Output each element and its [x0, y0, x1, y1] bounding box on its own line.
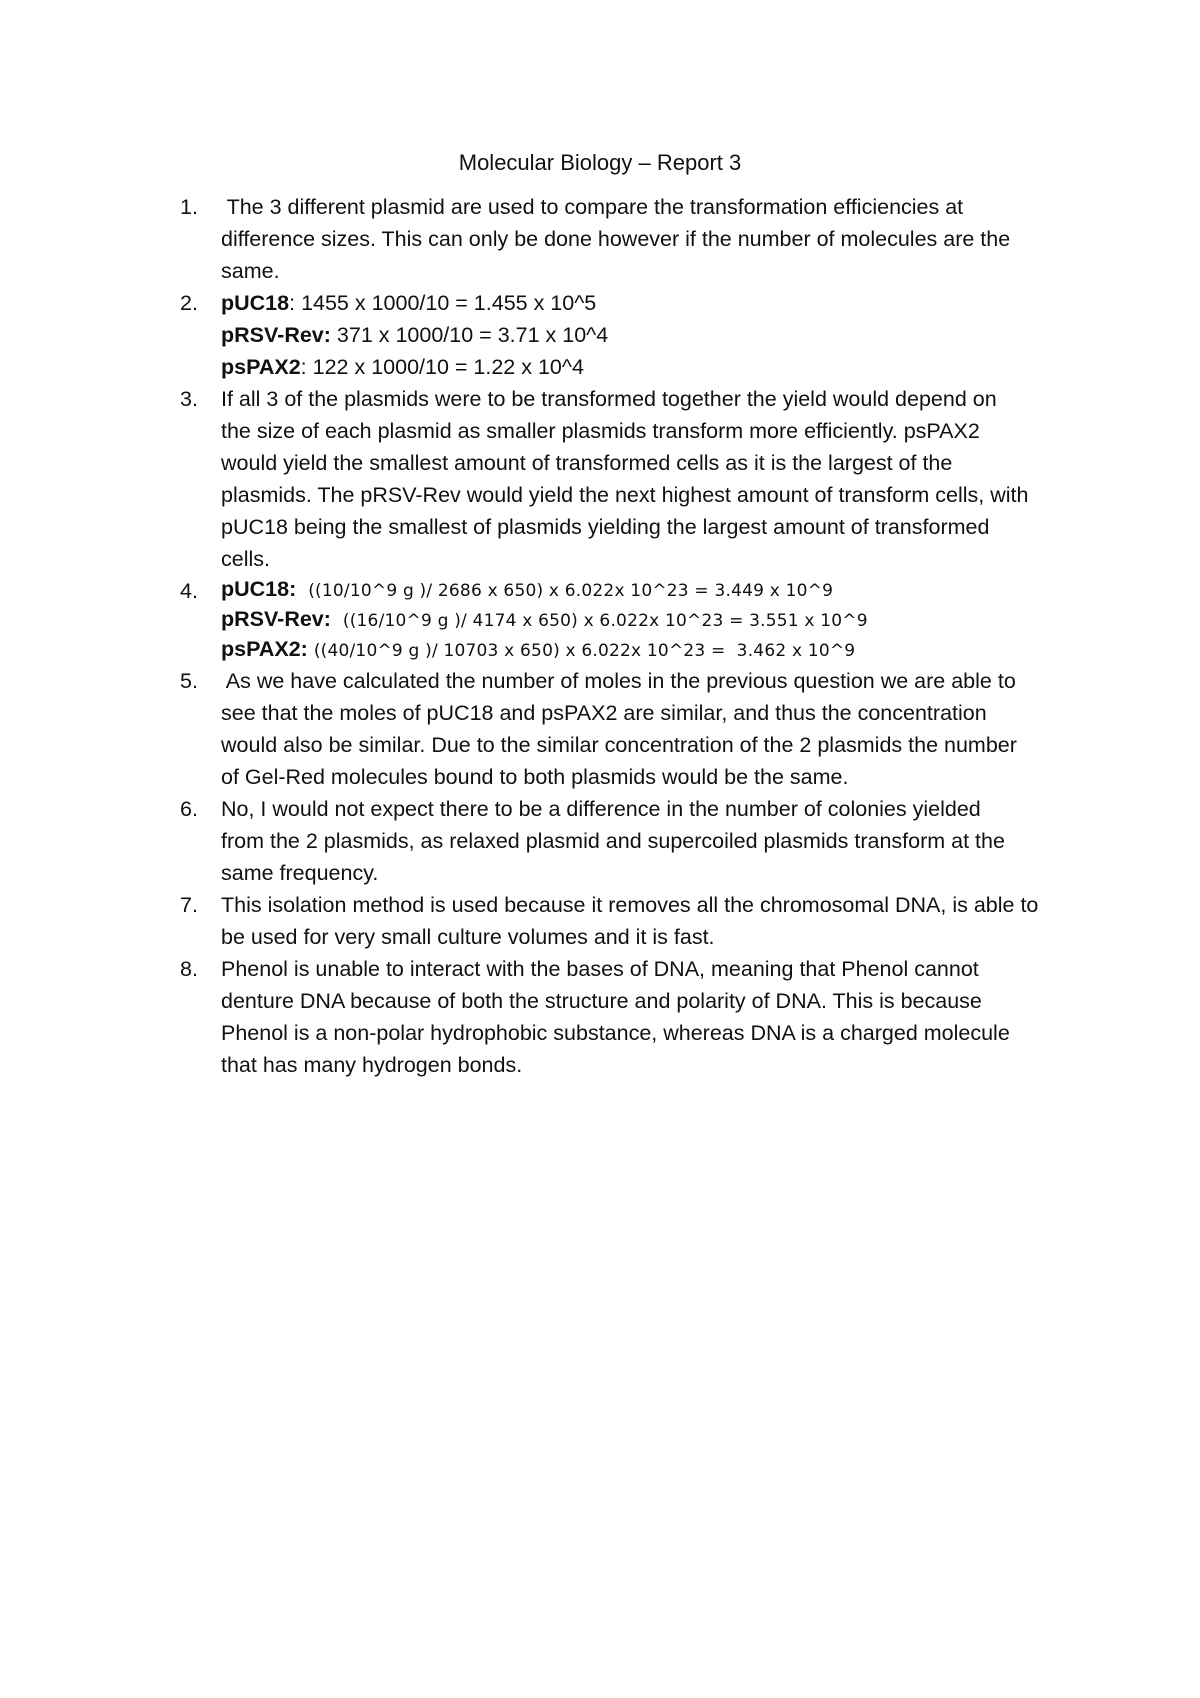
answer-line: of Gel-Red molecules bound to both plasmids would be the same. [221, 765, 849, 789]
plasmid-label: pUC18 [221, 291, 290, 315]
answer-2 [176, 287, 1076, 383]
answer-line: No, I would not expect there to be a difference in the number of colonies yielded [221, 797, 981, 821]
answer-line: see that the moles of pUC18 and psPAX2 are similar, and thus the concentration [221, 701, 987, 725]
calc-line [221, 319, 1076, 351]
answer-line: difference sizes. This can only be done however if the number of molecules are the [221, 227, 1011, 251]
answer-1 [176, 191, 1076, 287]
calc-line [221, 605, 1076, 635]
plasmid-label: psPAX2: [221, 637, 308, 661]
answer-line: that has many hydrogen bonds. [221, 1053, 523, 1077]
answer-line: This isolation method is used because it removes all the chromosomal DNA, is able to [221, 893, 1039, 917]
plasmid-label: pRSV-Rev: [221, 607, 331, 631]
calc-sep: : [289, 291, 302, 315]
calc-line [221, 575, 1076, 605]
answer-line: As we have calculated the number of moles in the previous question we are able to [221, 669, 1016, 693]
page-title: Molecular Biology – Report 3 [458, 150, 742, 175]
answer-line: Phenol is unable to interact with the bases of DNA, meaning that Phenol cannot [221, 957, 979, 981]
calc-expression: 1455 x 1000/10 = 1.455 x 10^5 [301, 291, 597, 315]
answer-line: denture DNA because of both the structure and polarity of DNA. This is because [221, 989, 982, 1013]
answer-line: the size of each plasmid as smaller plasmids transform more efficiently. psPAX2 [221, 419, 980, 443]
answer-number: 8. [180, 957, 198, 981]
calc-expression: 371 x 1000/10 = 3.71 x 10^4 [336, 323, 609, 347]
calc-line [221, 635, 1076, 665]
answer-number: 7. [180, 893, 198, 917]
answer-6 [176, 793, 1076, 889]
answer-3 [176, 383, 1076, 575]
plasmid-label: pUC18: [221, 577, 297, 601]
calc-expression: ((10/10^9 g )/ 2686 x 650) x 6.022x 10^23 = 3.449 x 10^9 [308, 581, 834, 601]
answer-line: be used for very small culture volumes and it is fast. [221, 925, 715, 949]
answer-4 [176, 575, 1076, 665]
calc-expression: ((40/10^9 g )/ 10703 x 650) x 6.022x 10^23 = 3.462 x 10^9 [313, 641, 856, 661]
plasmid-label: psPAX2 [221, 355, 301, 379]
answer-number: 5. [180, 669, 198, 693]
answer-number: 6. [180, 797, 198, 821]
plasmid-label: pRSV-Rev: [221, 323, 331, 347]
answer-5 [176, 665, 1076, 793]
answer-number: 3. [180, 387, 198, 411]
answer-number: 2. [180, 291, 198, 315]
answer-line: from the 2 plasmids, as relaxed plasmid and supercoiled plasmids transform at the [221, 829, 1005, 853]
answer-line: would yield the smallest amount of transformed cells as it is the largest of the [221, 451, 953, 475]
answer-number: 4. [180, 579, 198, 603]
answer-line: If all 3 of the plasmids were to be transformed together the yield would depend on [221, 387, 997, 411]
calc-line [221, 287, 1076, 319]
answer-line: same frequency. [221, 861, 379, 885]
answer-line: cells. [221, 547, 270, 571]
answer-line: pUC18 being the smallest of plasmids yielding the largest amount of transformed [221, 515, 990, 539]
answer-list [176, 191, 1076, 1081]
answer-8 [176, 953, 1076, 1081]
calc-sep: : [300, 355, 313, 379]
answer-line: would also be similar. Due to the similar concentration of the 2 plasmids the number [221, 733, 1017, 757]
answer-line: plasmids. The pRSV-Rev would yield the next highest amount of transform cells, with [221, 483, 1029, 507]
calc-expression: 122 x 1000/10 = 1.22 x 10^4 [312, 355, 584, 379]
calc-line [221, 351, 1076, 383]
answer-number: 1. [180, 195, 198, 219]
answer-line: same. [221, 259, 280, 283]
calc-expression: ((16/10^9 g )/ 4174 x 650) x 6.022x 10^23 = 3.551 x 10^9 [342, 611, 868, 631]
answer-7 [176, 889, 1076, 953]
answer-line: Phenol is a non-polar hydrophobic substance, whereas DNA is a charged molecule [221, 1021, 1010, 1045]
answer-line: The 3 different plasmid are used to compare the transformation efficiencies at [221, 195, 964, 219]
